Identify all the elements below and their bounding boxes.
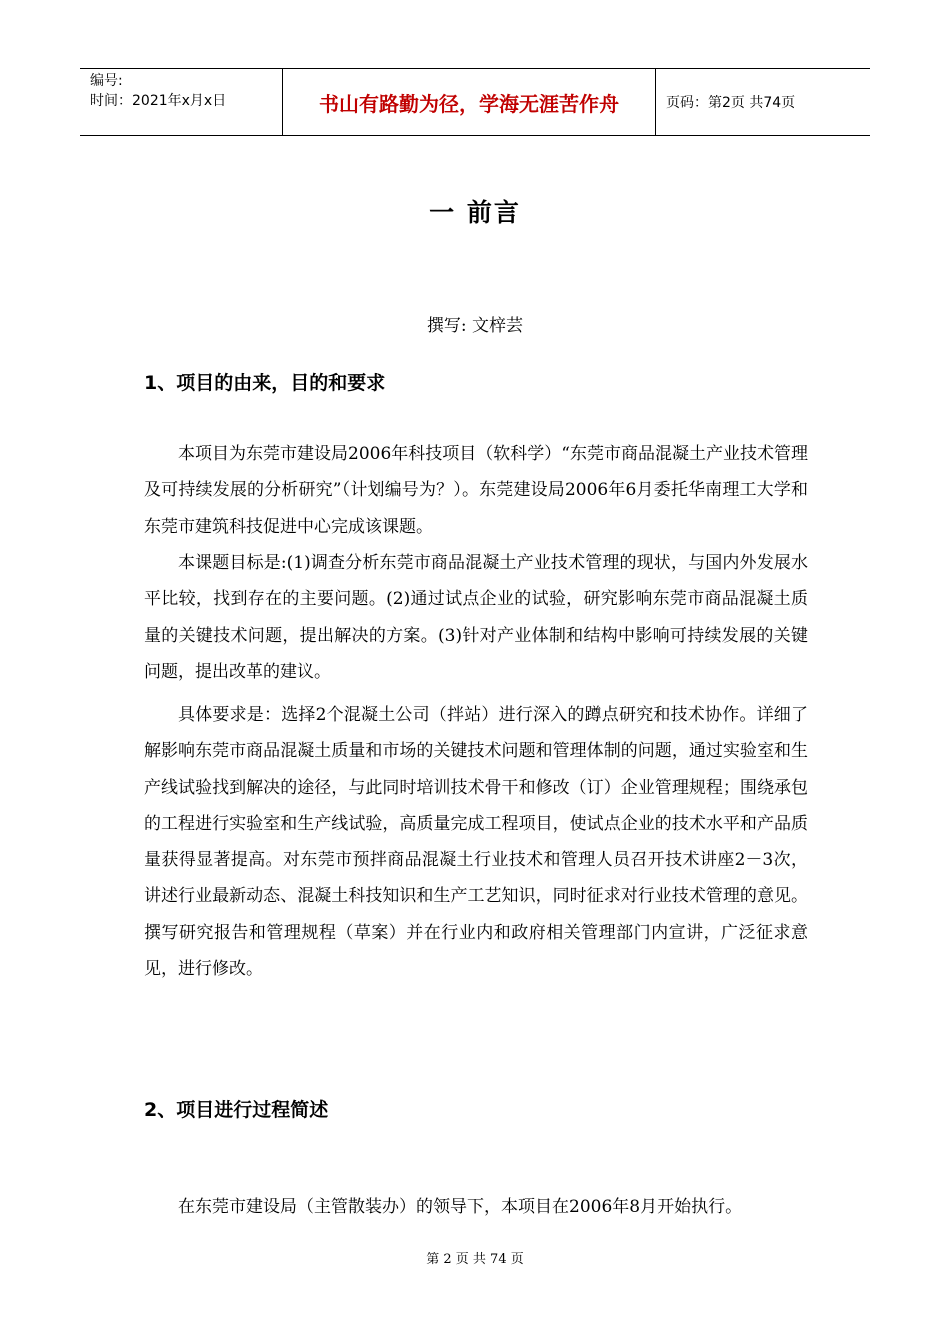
section-1-paragraph-3: 具体要求是：选择2个混凝土公司（拌站）进行深入的蹲点研究和技术协作。详细了解影响东莞市商品混凝土质量和市场的关键技术问题和管理体制的问题，通过实验室和生产线试验找到解决的途径，与此同时培训技术骨干和修改（订）企业管理规程；围绕承包的工程进行实验室和生产线试验，高质量完成工程项目，使试点企业的技术水平和产品质量获得显著提高。对东莞市预拌商品混凝土行业技术和管理人员召开技术讲座2－3次，讲述行业最新动态、混凝土科技知识和生产工艺知识，同时征求对行业技术管理的意见。撰写研究报告和管理规程（草案）并在行业内和政府相关管理部门内宣讲，广泛征求意见，进行修改。	[144, 705, 808, 980]
section-2-heading: 2、项目进行过程简述	[144, 1099, 329, 1121]
page-header	[80, 68, 870, 136]
author-line: 撰写: 文梓芸	[426, 316, 524, 336]
page-title: 一 前言	[429, 198, 521, 227]
section-1-paragraph-2: 本课题目标是:(1)调查分析东莞市商品混凝土产业技术管理的现状，与国内外发展水平比较，找到存在的主要问题。(2)通过试点企业的试验，研究影响东莞市商品混凝土质量的关键技术问题，提出解决的方案。(3)针对产业体制和结构中影响可持续发展的关键问题，提出改革的建议。	[144, 553, 808, 682]
section-1-heading: 1、项目的由来，目的和要求	[144, 372, 386, 394]
header-meta	[80, 69, 282, 135]
section-1-paragraph-1: 本项目为东莞市建设局2006年科技项目（软科学）“东莞市商品混凝土产业技术管理及可持续发展的分析研究”（计划编号为？）。东莞建设局2006年6月委托华南理工大学和东莞市建筑科技促进中心完成该课题。	[144, 444, 808, 537]
time-label: 时间：2021年x月x日	[90, 93, 227, 109]
header-motto: 书山有路勤为径，学海无涯苦作舟	[282, 69, 656, 135]
page-footer: 第 2 页 共 74 页	[426, 1252, 524, 1267]
header-page-label: 页码：第2页 共74页	[666, 95, 796, 111]
number-label: 编号:	[90, 73, 123, 89]
section-2-paragraph-1: 在东莞市建设局（主管散装办）的领导下，本项目在2006年8月开始执行。	[178, 1197, 743, 1217]
